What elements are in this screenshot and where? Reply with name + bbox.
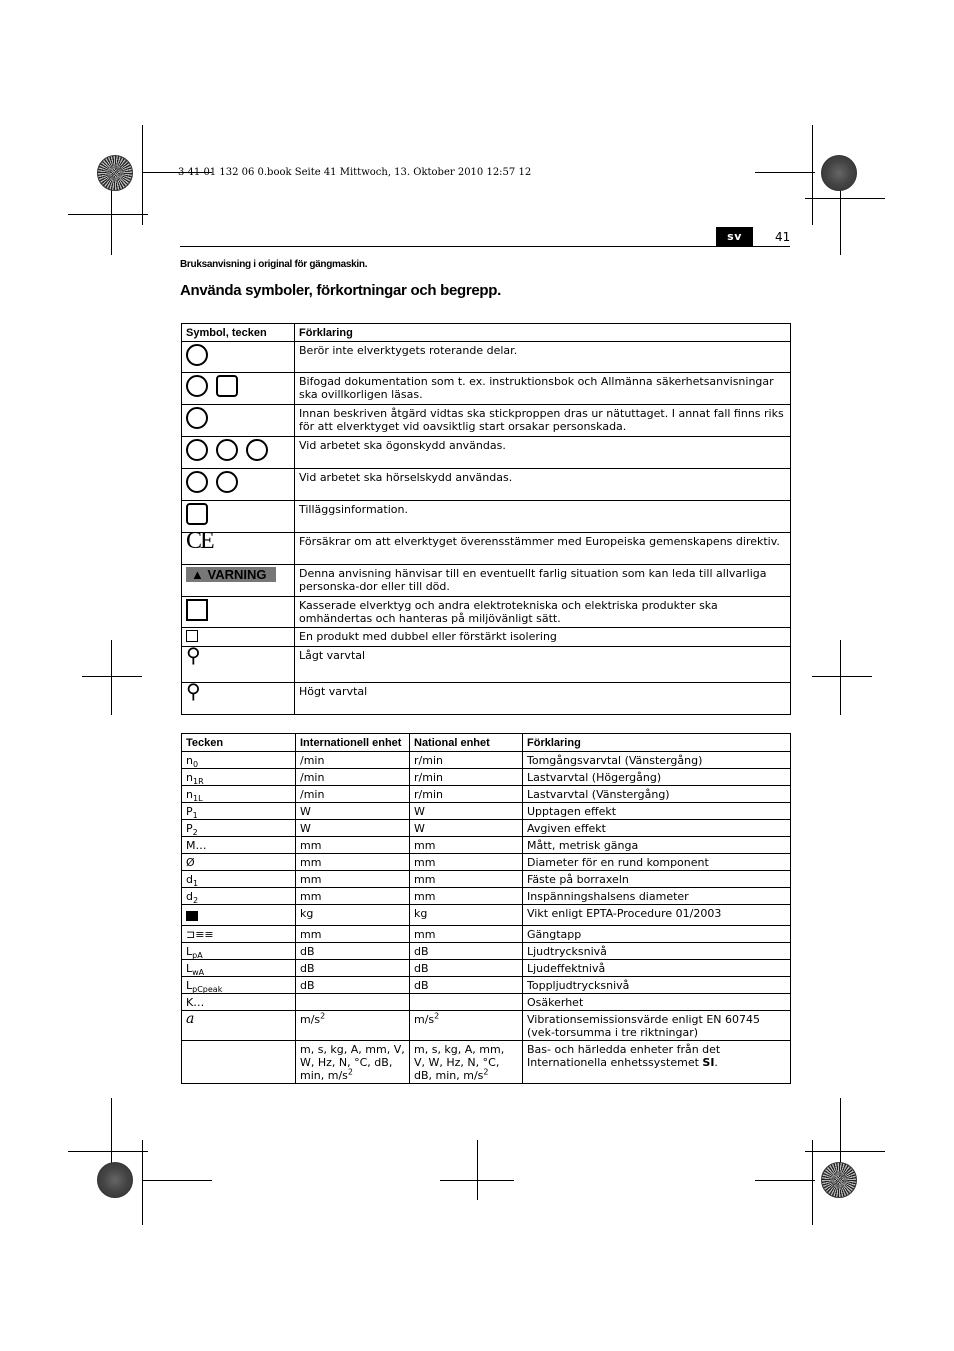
table-row [182,803,791,820]
ce-mark-icon: CE [186,528,213,554]
symbol-cell [182,1011,296,1041]
high-speed-bicycle-icon: ⚲ [186,679,201,703]
symbol-text: L [186,979,193,992]
description-text: Inspänningshalsens diameter [527,890,689,903]
international-unit-cell [296,871,410,888]
description-cell [523,960,791,977]
table-row [182,977,791,994]
symbol-cell [182,905,296,926]
symbol-cell [182,926,296,943]
unit-text: W [414,822,425,835]
international-unit-cell [296,926,410,943]
unit-text: mm [300,856,322,869]
symbol-cell [182,871,296,888]
symbol-cell [182,960,296,977]
table-row [182,905,791,926]
crop-mark [840,1098,841,1168]
international-unit-cell [296,752,410,769]
international-unit-cell [296,786,410,803]
symbol-cell [182,769,296,786]
description-cell [523,905,791,926]
symbol-cell [182,854,296,871]
symbol-cell [182,437,295,469]
symbol-subscript: wA [192,968,205,978]
symbol-cell [182,1041,296,1084]
table-row [182,1041,791,1084]
description-cell: Försäkrar om att elverktyget överensstämmer med Europeiska gemenskapens direktiv. [295,533,791,565]
description-cell [523,1041,791,1084]
description-text: Upptagen effekt [527,805,617,818]
unit-text: dB [300,962,315,975]
units-body [182,752,791,1084]
symbol-subscript: pA [192,951,203,961]
column-header: Tecken [182,734,296,752]
unit-text: mm [300,928,322,941]
description-cell [523,837,791,854]
unit-text: r/min [414,754,443,767]
description-text: Lastvarvtal (Högergång) [527,771,662,784]
description-text: Gängtapp [527,928,582,941]
symbol-cell [182,679,295,715]
crop-mark [840,180,841,255]
national-unit-cell [410,943,523,960]
crop-mark [142,125,143,225]
table-row [182,994,791,1011]
international-unit-cell [296,960,410,977]
weee-bin-icon [186,599,208,621]
description-cell [523,769,791,786]
unit-text: dB [300,945,315,958]
unit-text: mm [414,856,436,869]
table-row [182,926,791,943]
national-unit-cell [410,960,523,977]
crop-mark [111,180,112,255]
symbol-cell [182,405,295,437]
weight-icon [186,911,198,921]
symbol-text: d [186,890,193,903]
international-unit-cell [296,803,410,820]
info-icon [186,503,208,525]
national-unit-cell [410,888,523,905]
units-table [181,733,791,1084]
crop-mark [840,640,841,715]
description-text: Lastvarvtal (Vänstergång) [527,788,670,801]
description-cell: En produkt med dubbel eller förstärkt isolering [295,628,791,647]
symbol-text: a [186,1011,195,1027]
symbol-text: n [186,754,193,767]
book-line: 3 41 01 132 06 0.book Seite 41 Mittwoch, 13. Oktober 2010 12:57 12 [178,167,532,178]
table-row [182,960,791,977]
description-cell [523,820,791,837]
symbol-text: Ø [186,856,195,869]
description-cell: Lågt varvtal [295,647,791,683]
ear-muff-icon [216,471,238,493]
book-icon [216,375,238,397]
unit-superscript: 2 [483,1067,489,1077]
unit-text: dB [414,945,429,958]
symbols-table [181,323,791,715]
unit-superscript: 2 [347,1067,353,1077]
crop-mark [812,676,872,677]
symbol-text: n [186,771,193,784]
ear-protection-icon [186,471,208,493]
international-unit-cell [296,905,410,926]
symbol-cell [182,803,296,820]
description-cell: Tilläggsinformation. [295,501,791,533]
description-text: Mått, metrisk gänga [527,839,639,852]
unit-text: /min [300,788,325,801]
international-unit-cell [296,837,410,854]
description-cell: Högt varvtal [295,683,791,715]
description-cell: Innan beskriven åtgärd vidtas ska stickproppen dras ur nätuttaget. I annat fall finns riks för att elverktyget vid oavsiktlig start orsakar personskada. [295,405,791,437]
national-unit-cell [410,1011,523,1041]
national-unit-cell [410,786,523,803]
description-cell: Denna anvisning hänvisar till en eventuellt farlig situation som kan leda till allvarliga personska-dor eller till död. [295,565,791,597]
crop-mark [805,1151,885,1152]
column-header: Förklaring [523,734,791,752]
crop-mark [82,676,142,677]
crop-mark [812,1140,813,1225]
registration-rosette [97,155,133,191]
symbol-cell [182,643,295,683]
international-unit-cell [296,820,410,837]
national-unit-cell [410,871,523,888]
header-rule [180,246,790,247]
description-cell: Vid arbetet ska hörselskydd användas. [295,469,791,501]
symbol-subscript: 2 [192,896,199,906]
table-row [182,752,791,769]
registration-rosette [821,1162,857,1198]
symbol-cell [182,469,295,501]
description-cell [523,977,791,994]
table-row [182,786,791,803]
description-text: Osäkerhet [527,996,584,1009]
symbol-cell [182,342,295,373]
international-unit-cell [296,1041,410,1084]
unit-text: mm [414,839,436,852]
symbol-cell [182,786,296,803]
table-row [182,943,791,960]
registration-rosette [821,155,857,191]
national-unit-cell [410,926,523,943]
symbol-cell [182,373,295,405]
symbol-cell [182,597,295,628]
crop-mark [142,1180,212,1181]
unit-text: r/min [414,788,443,801]
national-unit-cell [410,994,523,1011]
symbol-text: P [186,822,193,835]
table-row [182,1011,791,1041]
crop-mark [142,1140,143,1225]
symbol-cell [182,977,296,994]
description-cell [523,888,791,905]
subtitle: Bruksanvisning i original för gängmaskin. [180,259,368,270]
page-number: 41 [775,230,791,244]
unit-superscript: 2 [434,1011,440,1021]
description-text: Avgiven effekt [527,822,606,835]
no-touch-rotating-icon [186,344,208,366]
symbol-text: L [186,945,193,958]
description-cell [523,1011,791,1041]
unit-text: r/min [414,771,443,784]
crop-mark [440,1180,514,1181]
description-end: . [714,1056,718,1069]
page-title: Använda symboler, förkortningar och begrepp. [180,282,502,299]
symbol-text: n [186,788,193,801]
national-unit-cell [410,837,523,854]
unit-text: m, s, kg, A, mm, V, W, Hz, N, °C, dB, min, m/s [300,1043,405,1082]
symbol-cell [182,888,296,905]
low-speed-bicycle-icon: ⚲ [186,643,201,667]
table-row [182,888,791,905]
table-row [182,769,791,786]
national-unit-cell [410,820,523,837]
international-unit-cell [296,854,410,871]
unit-text: dB [414,962,429,975]
symbol-cell [182,528,295,565]
international-unit-cell [296,977,410,994]
registration-rosette [97,1162,133,1198]
description-cell [523,752,791,769]
crop-mark [755,1180,815,1181]
crop-mark [68,1151,148,1152]
description-cell [523,854,791,871]
unit-text: dB [414,979,429,992]
symbol-cell [182,943,296,960]
symbol-subscript: pCpeak [192,985,223,995]
column-header: Förklaring [295,324,791,342]
unit-text: mm [300,890,322,903]
symbol-cell [182,565,295,597]
column-header: National enhet [410,734,523,752]
table-row [182,854,791,871]
unit-superscript: 2 [320,1011,326,1021]
unit-text: mm [414,873,436,886]
national-unit-cell [410,854,523,871]
symbol-cell [182,820,296,837]
double-insulation-icon [186,630,198,642]
symbol-subscript: 2 [192,828,198,838]
national-unit-cell [410,1041,523,1084]
crop-mark [805,198,885,199]
crop-mark [477,1140,478,1200]
symbol-subscript: 1 [192,879,199,889]
unit-text: mm [414,928,436,941]
international-unit-cell [296,994,410,1011]
table-row [182,837,791,854]
description-text: Fäste på borraxeln [527,873,629,886]
symbol-subscript: 0 [192,760,199,770]
warning-sign-icon: ▲ VARNING [186,567,276,582]
description-cell [523,786,791,803]
national-unit-cell [410,905,523,926]
crop-mark [68,214,148,215]
description-cell [523,926,791,943]
unit-text: m/s [414,1013,435,1026]
unit-text: W [300,822,311,835]
table-row [182,871,791,888]
description-text: Ljudtrycksnivå [527,945,607,958]
symbol-text: d [186,873,193,886]
description-cell: Berör inte elverktygets roterande delar. [295,342,791,373]
description-cell [523,871,791,888]
symbol-cell [182,752,296,769]
description-cell [523,803,791,820]
unit-text: /min [300,754,325,767]
unit-text: kg [414,907,428,920]
international-unit-cell [296,943,410,960]
column-header: Internationell enhet [296,734,410,752]
national-unit-cell [410,769,523,786]
unit-text: mm [300,873,322,886]
unit-text: m, s, kg, A, mm, V, W, Hz, N, °C, dB, min, m/s [414,1043,505,1082]
unit-text: mm [414,890,436,903]
description-cell: Kasserade elverktyg och andra elektrotekniska och elektriska produkter ska omhändertas och hanteras på miljövänligt sätt. [295,597,791,628]
national-unit-cell [410,977,523,994]
international-unit-cell [296,888,410,905]
description-text: Ljudeffektnivå [527,962,606,975]
description-bold: SI [702,1056,715,1069]
description-cell: Vid arbetet ska ögonskydd användas. [295,437,791,469]
national-unit-cell [410,803,523,820]
description-text: Toppljudtrycksnivå [527,979,630,992]
unit-text: kg [300,907,314,920]
international-unit-cell [296,769,410,786]
symbol-text: L [186,962,193,975]
unit-text: W [300,805,311,818]
symbol-cell [182,837,296,854]
international-unit-cell [296,1011,410,1041]
symbol-subscript: 1 [192,811,198,821]
face-shield-icon [216,439,238,461]
symbol-text: P [186,805,193,818]
table-row [182,820,791,837]
thread-tap-icon: ⊐≡≡ [186,928,214,941]
unit-text: dB [300,979,315,992]
description-cell [523,943,791,960]
symbol-text: M… [186,839,207,852]
description-text: Tomgångsvarvtal (Vänstergång) [527,754,703,767]
crop-mark [755,172,815,173]
crop-mark [812,125,813,225]
description-text: Diameter för en rund komponent [527,856,709,869]
unit-text: W [414,805,425,818]
description-text: Bas- och härledda enheter från det Internationella enhetssystemet [527,1043,721,1069]
language-badge: sv [716,227,753,246]
symbol-subscript: 1R [192,777,204,787]
read-manual-icon [186,375,208,397]
column-header: Symbol, tecken [182,324,295,342]
symbol-cell [182,994,296,1011]
description-text: Vikt enligt EPTA-Procedure 01/2003 [527,907,722,920]
crop-mark [111,1098,112,1168]
unit-text: /min [300,771,325,784]
description-text: Vibrationsemissionsvärde enligt EN 60745 (vek-torsumma i tre riktningar) [527,1013,761,1039]
unit-text: mm [300,839,322,852]
unit-text: m/s [300,1013,321,1026]
national-unit-cell [410,752,523,769]
warning-label: VARNING [207,567,267,582]
crop-mark [111,640,112,715]
goggles-icon [246,439,268,461]
description-cell [523,994,791,1011]
symbol-text: K… [186,996,205,1009]
symbol-subscript: 1L [192,794,203,804]
description-cell: Bifogad dokumentation som t. ex. instruktionsbok och Allmänna säkerhetsanvisningar ska ovillkorligen läsas. [295,373,791,405]
eye-protection-icon [186,439,208,461]
unplug-icon [186,407,208,429]
